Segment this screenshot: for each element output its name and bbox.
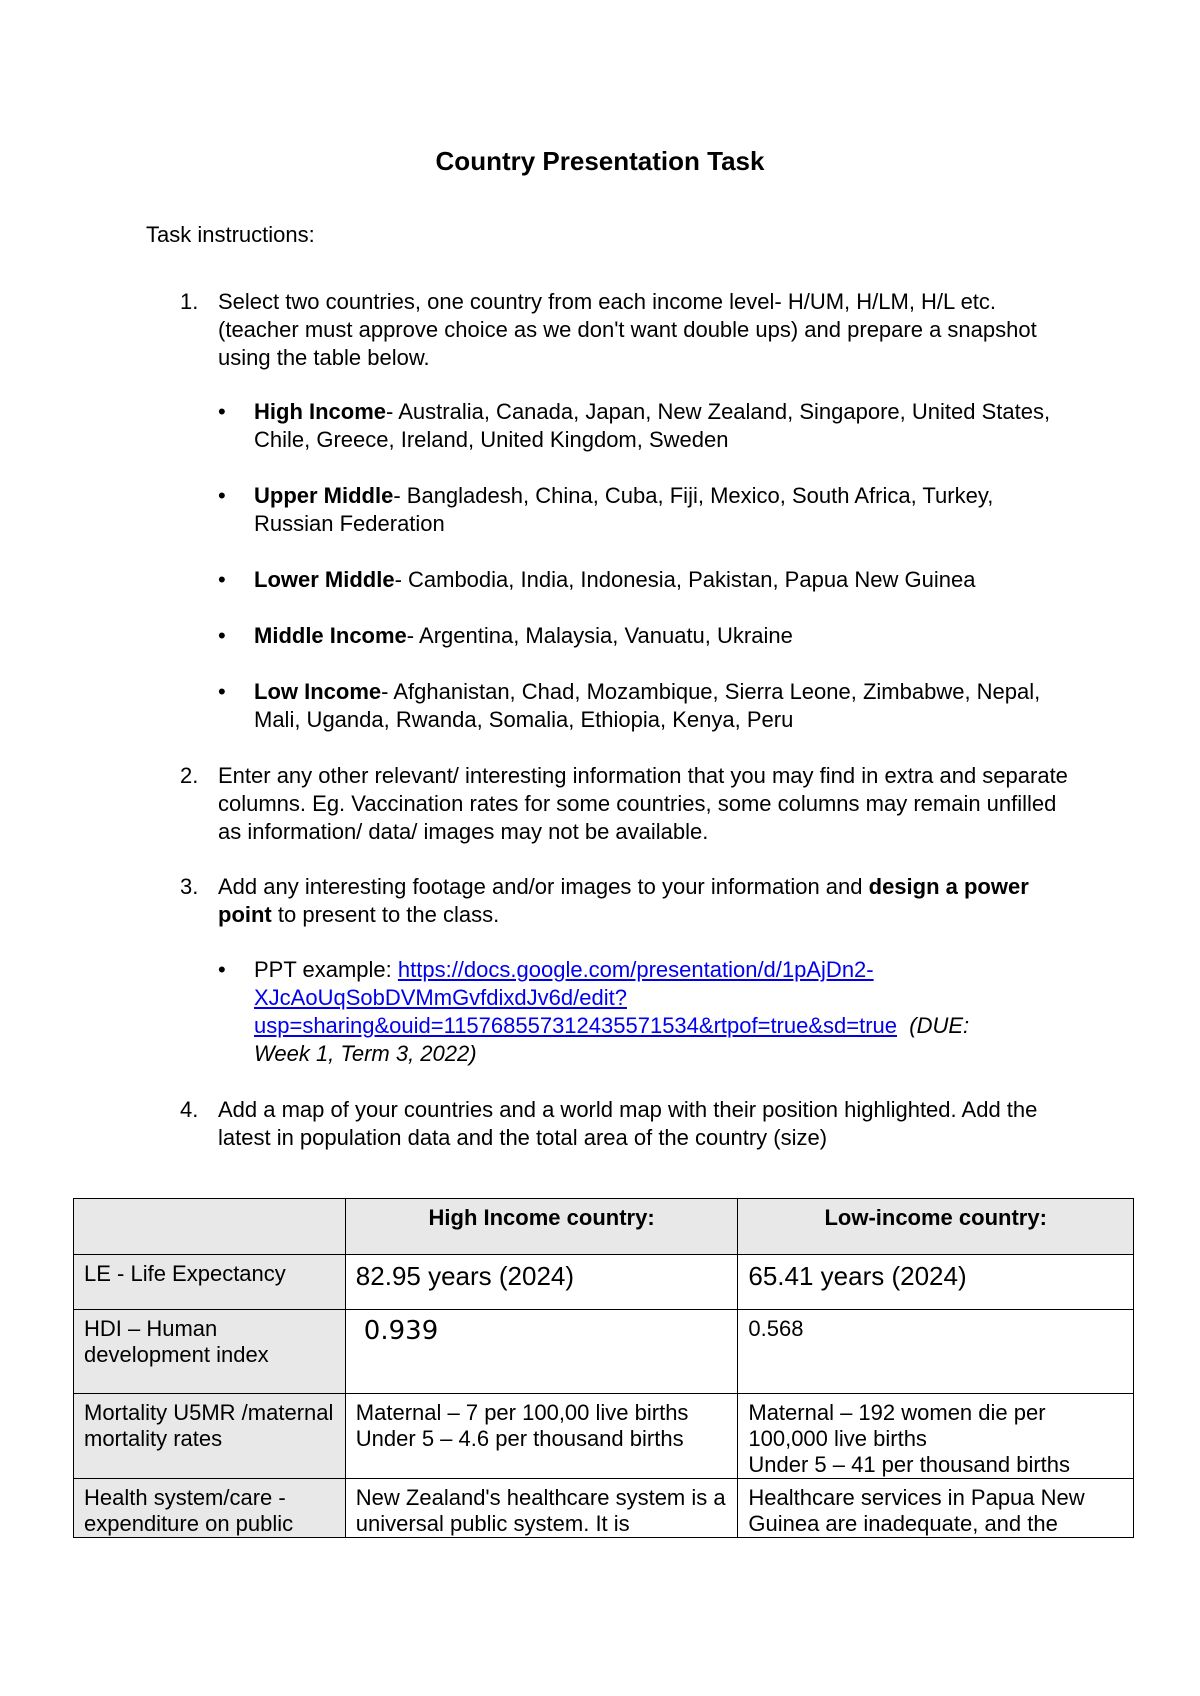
income-level-middle xyxy=(254,622,1074,650)
cell-low-maternal: Maternal – 192 women die per 100,000 live births xyxy=(748,1400,1046,1451)
row-label-hdi: HDI – Human development index xyxy=(74,1310,346,1394)
cell-high-hdi: 0.939 xyxy=(345,1310,738,1394)
ppt-line-1 xyxy=(254,956,1074,984)
cell-low-mortality xyxy=(738,1394,1134,1479)
ppt-line-3 xyxy=(254,1012,1074,1040)
income-level-label: High Income xyxy=(254,399,387,424)
row-label-mortality: Mortality U5MR /maternal mortality rates xyxy=(74,1394,346,1479)
bullet-icon: • xyxy=(218,623,226,648)
due-date-part-2: Week 1, Term 3, 2022) xyxy=(254,1041,477,1066)
cell-low-hdi: 0.568 xyxy=(738,1310,1134,1394)
ppt-line-2 xyxy=(254,984,1074,1012)
list-number-4: 4. xyxy=(180,1097,199,1122)
cell-high-under-5: Under 5 – 4.6 per thousand births xyxy=(355,1426,684,1451)
row-label-health-system: Health system/care - expenditure on public xyxy=(74,1479,346,1538)
cell-low-life-expectancy: 65.41 years (2024) xyxy=(738,1255,1134,1310)
income-level-countries: - Afghanistan, Chad, Mozambique, Sierra Leone, Zimbabwe, Nepal, Mali, Uganda, Rwanda, Somalia, Ethiopia, Kenya, Peru xyxy=(254,679,1041,732)
list-item-3-text: Add any interesting footage and/or images to your information and xyxy=(218,874,869,899)
cell-high-health-system: New Zealand's healthcare system is a universal public system. It is xyxy=(345,1479,738,1538)
list-item-3 xyxy=(218,873,1078,929)
ppt-link-part-2[interactable]: XJcAoUqSobDVMmGvfdixdJv6d/edit? xyxy=(254,985,627,1010)
ppt-example xyxy=(254,956,1074,1068)
table-row xyxy=(74,1310,1134,1394)
income-level-label: Low Income xyxy=(254,679,382,704)
due-date-part-1: (DUE: xyxy=(909,1013,970,1038)
income-level-lower-middle xyxy=(254,566,1074,594)
cell-high-life-expectancy: 82.95 years (2024) xyxy=(345,1255,738,1310)
bullet-icon: • xyxy=(218,399,226,424)
list-item-2: Enter any other relevant/ interesting information that you may find in extra and separate columns. Eg. Vaccination rates for some countries, some columns may remain unfilled as information/ data/ images may not be available. xyxy=(218,763,1068,844)
list-number-1: 1. xyxy=(180,289,199,314)
income-level-label: Lower Middle xyxy=(254,567,395,592)
cell-low-under-5: Under 5 – 41 per thousand births xyxy=(748,1452,1071,1477)
list-item-3-tail: to present to the class. xyxy=(271,902,500,927)
list-number-2: 2. xyxy=(180,763,199,788)
row-label-life-expectancy: LE - Life Expectancy xyxy=(74,1255,346,1310)
bullet-icon: • xyxy=(218,957,226,982)
income-level-countries: - Argentina, Malaysia, Vanuatu, Ukraine xyxy=(406,623,793,648)
income-level-countries: - Cambodia, India, Indonesia, Pakistan, Papua New Guinea xyxy=(394,567,976,592)
ppt-link-part-1[interactable]: https://docs.google.com/presentation/d/1pAjDn2- xyxy=(397,957,874,982)
task-instructions-heading: Task instructions: xyxy=(146,222,315,247)
table-header-empty xyxy=(74,1199,346,1255)
income-level-upper-middle xyxy=(254,482,1074,538)
list-item-4: Add a map of your countries and a world map with their position highlighted. Add the latest in population data and the total area of the country (size) xyxy=(218,1097,1038,1150)
income-level-label: Upper Middle xyxy=(254,483,394,508)
table-row xyxy=(74,1255,1134,1310)
list-number-3: 3. xyxy=(180,874,199,899)
bullet-icon: • xyxy=(218,567,226,592)
cell-high-mortality xyxy=(345,1394,738,1479)
list-item-1: Select two countries, one country from each income level- H/UM, H/LM, H/L etc. (teacher must approve choice as we don't want double ups) and prepare a snapshot using the table below. xyxy=(218,289,1037,370)
table-row xyxy=(74,1394,1134,1479)
list-item-3-bold: design a power point xyxy=(218,874,1029,927)
cell-low-health-system: Healthcare services in Papua New Guinea are inadequate, and the xyxy=(738,1479,1134,1538)
income-level-label: Middle Income xyxy=(254,623,407,648)
page-title: Country Presentation Task xyxy=(435,146,765,176)
cell-high-maternal: Maternal – 7 per 100,00 live births xyxy=(355,1400,689,1425)
ppt-label: PPT example: xyxy=(254,957,398,982)
table-header-row xyxy=(74,1199,1134,1255)
table-row xyxy=(74,1479,1134,1538)
ppt-link-part-3[interactable]: usp=sharing&ouid=115768557312435571534&rtpof=true&sd=true xyxy=(254,1013,898,1038)
income-level-low xyxy=(254,678,1074,734)
bullet-icon: • xyxy=(218,483,226,508)
income-level-high xyxy=(254,398,1074,454)
snapshot-table xyxy=(73,1198,1134,1538)
income-level-countries: - Australia, Canada, Japan, New Zealand, Singapore, United States, Chile, Greece, Ireland, United Kingdom, Sweden xyxy=(254,399,1051,452)
income-level-countries: - Bangladesh, China, Cuba, Fiji, Mexico, South Africa, Turkey, Russian Federation xyxy=(254,483,994,536)
bullet-icon: • xyxy=(218,679,226,704)
table-header-high-income: High Income country: xyxy=(345,1199,738,1255)
table-header-low-income: Low-income country: xyxy=(738,1199,1134,1255)
